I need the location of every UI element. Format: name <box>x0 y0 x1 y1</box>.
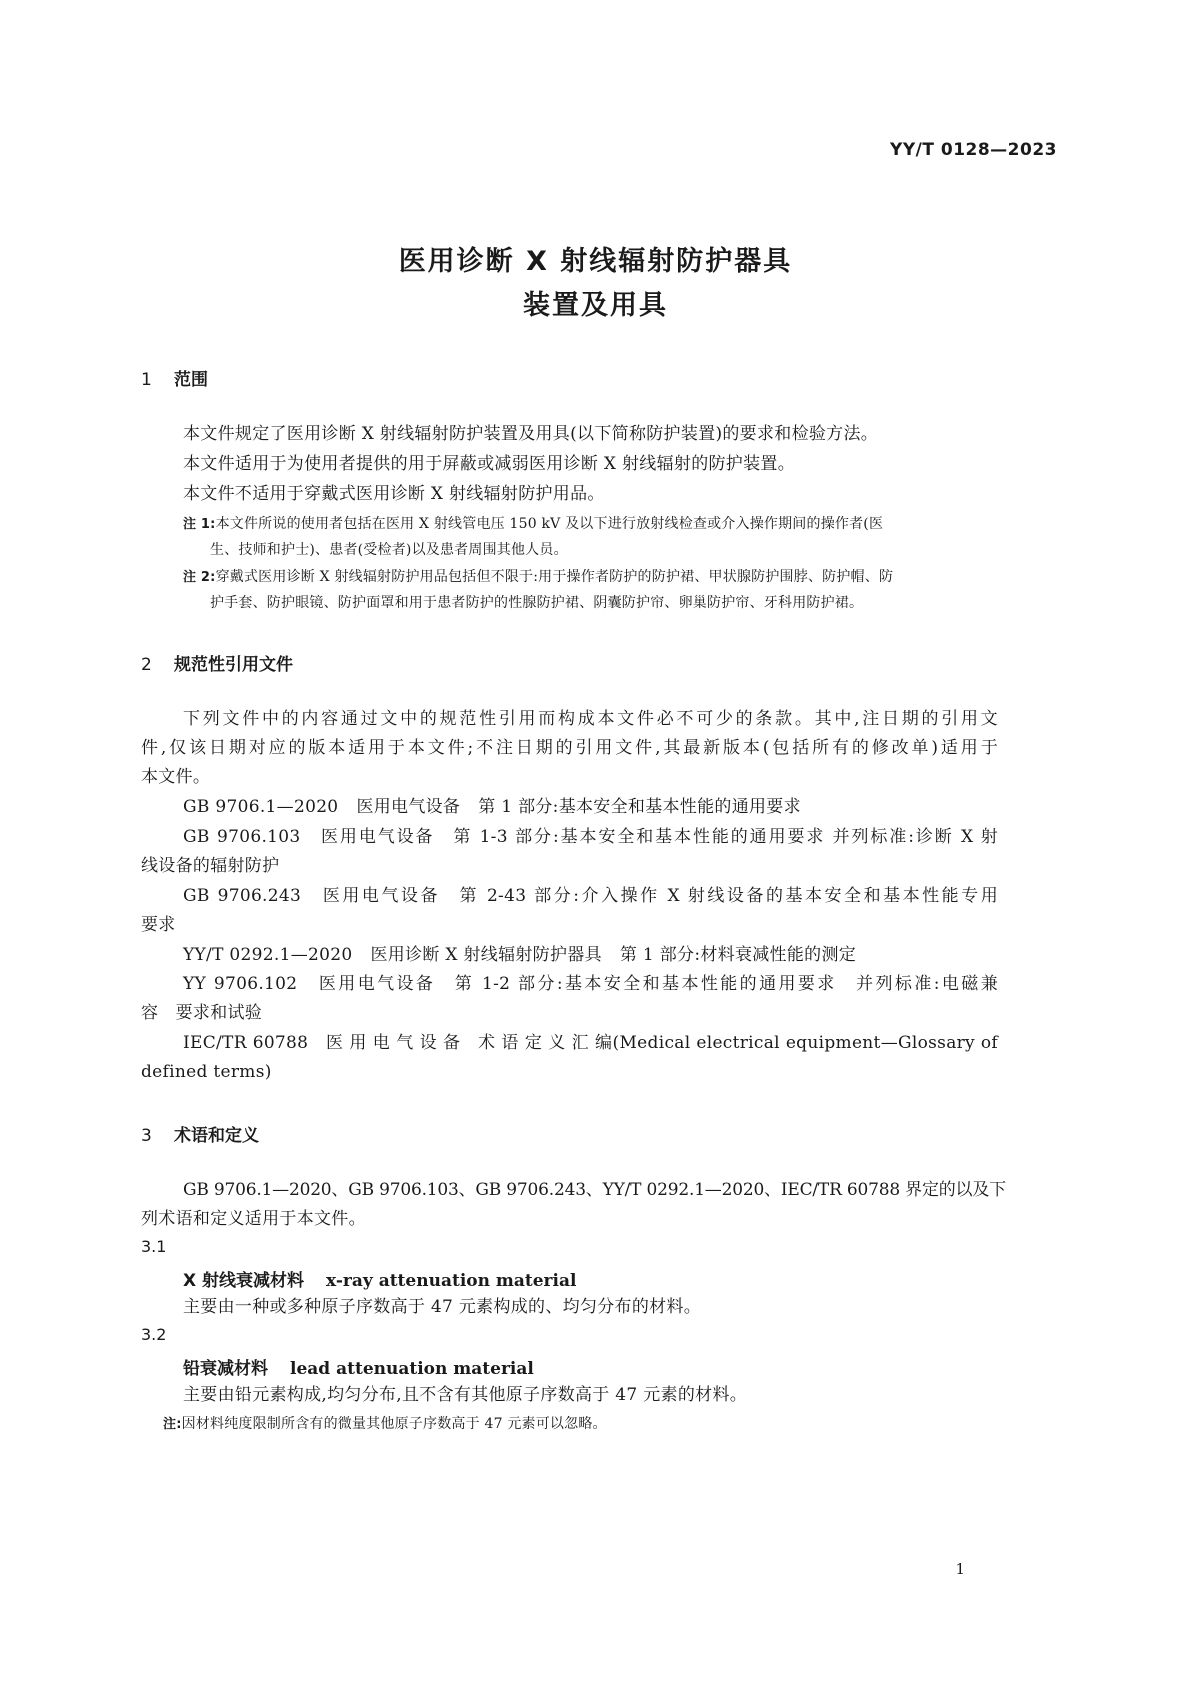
section-3-number: 3 <box>141 1126 152 1146</box>
section-3-intro-line-1: GB 9706.1—2020、GB 9706.103、GB 9706.243、YY/T 0292.1—2020、IEC/TR 60788 界定的以及下 <box>183 1180 1006 1200</box>
section-3-note-label: 注: <box>163 1417 182 1432</box>
note-1-line-1: 本文件所说的使用者包括在医用 X 射线管电压 150 kV 及以下进行放射线检查或介入操作期间的操作者(医 <box>215 516 884 532</box>
section-1-paragraph-2: 本文件适用于为使用者提供的用于屏蔽或减弱医用诊断 X 射线辐射的防护装置。 <box>183 454 796 474</box>
section-3-note-text: 因材料纯度限制所含有的微量其他原子序数高于 47 元素可以忽略。 <box>181 1416 607 1432</box>
note-1-line-2: 生、技师和护士)、患者(受检者)以及患者周围其他人员。 <box>210 542 568 558</box>
section-2-intro-line-2: 件,仅该日期对应的版本适用于本文件;不注日期的引用文件,其最新版本(包括所有的修改单)适用于 <box>141 738 998 758</box>
section-3-intro-line-2: 列术语和定义适用于本文件。 <box>141 1209 366 1229</box>
section-1-paragraph-3: 本文件不适用于穿戴式医用诊断 X 射线辐射防护用品。 <box>183 484 605 504</box>
section-2-number: 2 <box>141 655 152 675</box>
section-2-intro-line-3: 本文件。 <box>141 767 211 787</box>
term-2-definition: 主要由铅元素构成,均匀分布,且不含有其他原子序数高于 47 元素的材料。 <box>183 1385 748 1405</box>
title-line-2: 装置及用具 <box>523 290 668 321</box>
section-2-intro-line-1: 下列文件中的内容通过文中的规范性引用而构成本文件必不可少的条款。其中,注日期的引用文 <box>183 709 998 729</box>
reference-1-title: 医用电气设备 <box>356 797 461 817</box>
term-1-heading <box>183 1266 576 1291</box>
reference-1 <box>183 795 801 819</box>
page-number: 1 <box>955 1560 965 1578</box>
term-1-definition: 主要由一种或多种原子序数高于 47 元素构成的、均匀分布的材料。 <box>183 1297 702 1317</box>
term-2-zh: 铅衰减材料 <box>183 1359 268 1379</box>
reference-2-line-2: 线设备的辐射防护 <box>141 856 280 876</box>
section-2-title: 规范性引用文件 <box>174 655 293 675</box>
term-1-en: x-ray attenuation material <box>326 1271 577 1291</box>
term-2-number: 3.2 <box>141 1325 167 1344</box>
reference-4-code: YY/T 0292.1—2020 <box>183 945 353 965</box>
reference-1-code: GB 9706.1—2020 <box>183 797 339 817</box>
reference-6-line-1: IEC/TR 60788 医 用 电 气 设 备 术 语 定 义 汇 编(Medical electrical equipment—Glossary of <box>183 1033 998 1053</box>
section-1-title: 范围 <box>174 370 208 390</box>
section-1-paragraph-1: 本文件规定了医用诊断 X 射线辐射防护装置及用具(以下简称防护装置)的要求和检验方法。 <box>183 424 879 444</box>
note-2-line-2: 护手套、防护眼镜、防护面罩和用于患者防护的性腺防护裙、阴囊防护帘、卵巢防护帘、牙科用防护裙。 <box>210 595 864 611</box>
reference-6-line-2: defined terms) <box>141 1062 272 1082</box>
reference-4-title: 医用诊断 X 射线辐射防护器具 <box>370 945 602 965</box>
title-line-1: 医用诊断 X 射线辐射防护器具 <box>398 246 793 277</box>
reference-3-line-1: GB 9706.243 医用电气设备 第 2-43 部分:介入操作 X 射线设备的基本安全和基本性能专用 <box>183 886 998 906</box>
term-1-zh: X 射线衰减材料 <box>183 1271 305 1291</box>
document-code: YY/T 0128—2023 <box>890 140 1057 160</box>
section-3-note <box>163 1414 607 1435</box>
reference-1-part: 第 1 部分:基本安全和基本性能的通用要求 <box>478 797 801 817</box>
note-2 <box>183 567 893 588</box>
reference-2-line-1: GB 9706.103 医用电气设备 第 1-3 部分:基本安全和基本性能的通用要求 并列标准:诊断 X 射 <box>183 827 998 847</box>
section-2-heading <box>141 650 293 675</box>
document-title <box>0 240 1191 328</box>
reference-4 <box>183 943 856 967</box>
term-2-en: lead attenuation material <box>290 1359 534 1379</box>
reference-5-line-1: YY 9706.102 医用电气设备 第 1-2 部分:基本安全和基本性能的通用要求 并列标准:电磁兼 <box>183 974 998 994</box>
term-1-number: 3.1 <box>141 1237 167 1256</box>
section-3-heading <box>141 1121 259 1146</box>
section-1-number: 1 <box>141 370 152 390</box>
note-1-label: 注 1: <box>183 517 216 532</box>
reference-3-line-2: 要求 <box>141 915 176 935</box>
section-1-heading <box>141 365 208 390</box>
reference-4-part: 第 1 部分:材料衰减性能的测定 <box>619 945 857 965</box>
note-2-label: 注 2: <box>183 570 216 585</box>
section-3-title: 术语和定义 <box>174 1126 259 1146</box>
reference-5-line-2: 容 要求和试验 <box>141 1003 263 1023</box>
note-1 <box>183 514 883 535</box>
note-2-line-1: 穿戴式医用诊断 X 射线辐射防护用品包括但不限于:用于操作者防护的防护裙、甲状腺防护围脖、防护帽、防 <box>215 569 894 585</box>
term-2-heading <box>183 1354 534 1379</box>
